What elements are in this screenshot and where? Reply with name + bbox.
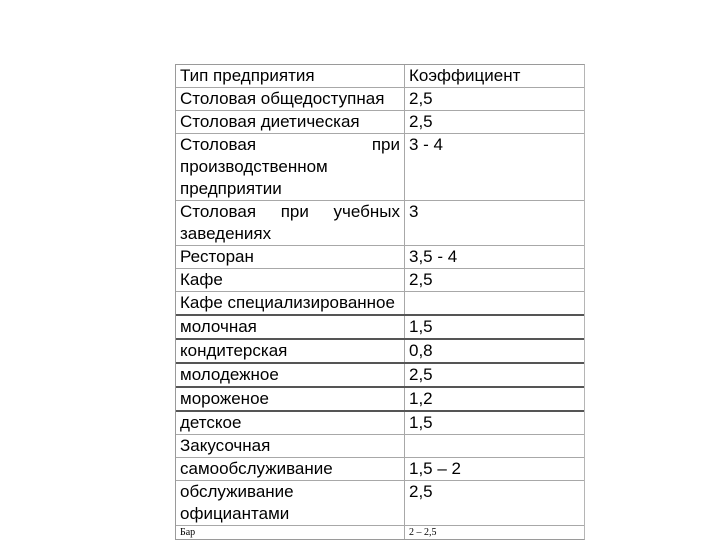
cell-coefficient: 3,5 - 4 <box>409 247 458 266</box>
table-row <box>176 291 584 314</box>
header-type: Тип предприятия <box>176 65 405 87</box>
table-row <box>176 133 584 200</box>
cell-type: Столовая общедоступная <box>176 88 405 110</box>
table-row <box>176 480 584 525</box>
cell-type-line <box>180 201 400 223</box>
cell-coefficient <box>405 435 584 457</box>
cell-coefficient: 3 <box>409 202 419 221</box>
cell-type-line: заведениях <box>180 224 272 243</box>
cell-type-line: обслуживание <box>180 482 294 501</box>
cell-coefficient: 2,5 <box>409 112 433 131</box>
header-coefficient: Коэффициент <box>409 66 521 85</box>
cell-coefficient <box>405 292 584 314</box>
table-header-row <box>176 65 584 87</box>
cell-type: Ресторан <box>176 246 405 268</box>
cell-type-line: официантами <box>180 504 290 523</box>
table-row <box>176 87 584 110</box>
cell-type: молочная <box>176 316 405 338</box>
cell-type-line <box>180 134 400 156</box>
table-row <box>176 525 584 539</box>
cell-type-word: учебных <box>333 202 400 221</box>
cell-coefficient: 2,5 <box>409 482 433 501</box>
table-row <box>176 362 584 386</box>
cell-type: детское <box>176 412 405 434</box>
cell-coefficient: 1,5 – 2 <box>409 459 461 478</box>
table-row <box>176 338 584 362</box>
cell-type-word: Столовая <box>180 135 257 154</box>
cell-coefficient: 2,5 <box>409 270 433 289</box>
table-row <box>176 110 584 133</box>
cell-type: мороженое <box>176 388 405 410</box>
cell-coefficient: 2,5 <box>409 89 433 108</box>
cell-type-word: при <box>371 135 400 154</box>
cell-type-line: производственном <box>180 157 328 176</box>
cell-type-word: при <box>280 202 309 221</box>
cell-coefficient: 2,5 <box>409 365 433 384</box>
cell-type: Столовая диетическая <box>176 111 405 133</box>
cell-type: самообслуживание <box>176 458 405 480</box>
cell-type: Закусочная <box>176 435 405 457</box>
cell-coefficient: 3 - 4 <box>409 135 444 154</box>
cell-type <box>176 134 405 200</box>
cell-type: молодежное <box>176 364 405 386</box>
table-row <box>176 386 584 410</box>
table-row <box>176 245 584 268</box>
cell-coefficient: 0,8 <box>409 341 433 360</box>
cell-type-line: предприятии <box>180 179 282 198</box>
cell-type: Кафе специализированное <box>176 292 405 314</box>
table-row <box>176 410 584 434</box>
table-row <box>176 457 584 480</box>
cell-type <box>176 481 405 525</box>
cell-type: Бар <box>176 526 405 539</box>
table-row <box>176 314 584 338</box>
cell-type <box>176 201 405 245</box>
coefficient-table <box>175 64 585 540</box>
cell-coefficient: 2 – 2,5 <box>409 527 437 538</box>
cell-type-word: Столовая <box>180 202 257 221</box>
cell-type: кондитерская <box>176 340 405 362</box>
cell-type: Кафе <box>176 269 405 291</box>
cell-coefficient: 1,5 <box>409 317 433 336</box>
cell-coefficient: 1,5 <box>409 413 433 432</box>
table-row <box>176 434 584 457</box>
cell-coefficient: 1,2 <box>409 389 433 408</box>
table-row <box>176 200 584 245</box>
table-row <box>176 268 584 291</box>
